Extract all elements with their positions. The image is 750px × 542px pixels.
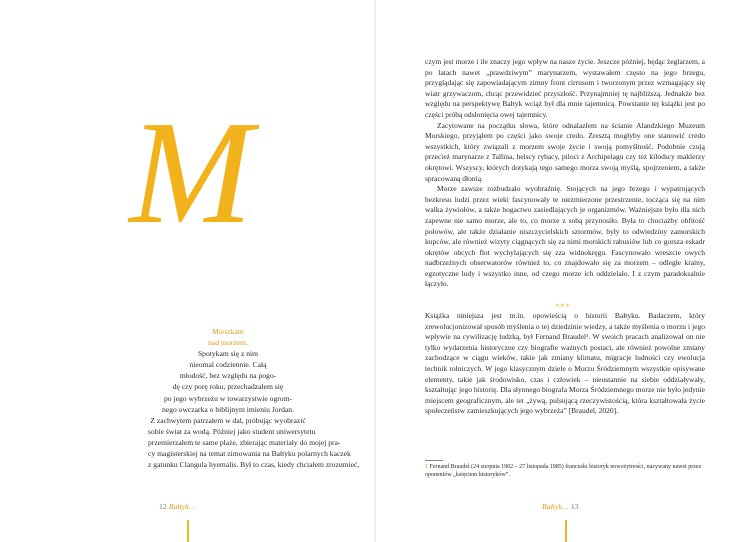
running-title: Bałtyk… xyxy=(168,502,196,511)
intro-line: z gatunku Clangula hyemalis. Był to czas, kiedy chciałem zrozumieć, xyxy=(148,460,360,470)
page-number: 12 xyxy=(159,502,167,511)
intro-line: Spotykam się z nim xyxy=(197,349,259,359)
folio-marker-line xyxy=(565,520,567,542)
section-separator: *** xyxy=(555,302,571,311)
intro-line: przemierzałem te same plaże, zbierając materiały do mojej pra- xyxy=(148,437,341,447)
paragraph: Książka niniejsza jest m.in. opowieścią o historii Bałtyku. Badaczem, który zrewolucjonizował sposób myślenia o tej dziedzinie wiedzy, a także myślenia o morzu i jego wpływie na cywilizację ludzką, był Fernand Braudel¹. W swoich pracach analizował on nie tylko wydarzenia historyczne czy biografie ważnych postaci, ale również powolne zmiany zachodzące w ciągu wieków, takie jak zmiany klimatu, migracje ludności czy ewolucja technik rolniczych. W jego klasycznym dziele o Morzu Śródziemnym wszystkie opisywane elementy, takie jak środowisko, czas i człowiek – nieustannie na siebie oddziaływały, kształtując jego historię. Dla słynnego biografa Morza Śródziemnego morze nie było jedynie miejscem geograficznym, ale tet „żywą, pulsującą rzeczywistością, która kształtowała życie społeczeństw zamieszkujących jego wybrzeża” [Braudel, 2020]. xyxy=(425,311,705,416)
body-text-bottom xyxy=(425,311,705,417)
intro-line: sobie świat za wodą. Później jako student uniwersytetu xyxy=(148,426,316,436)
body-text-top xyxy=(425,57,705,290)
paragraph: Zacytowane na początku słowa, które odnalazłem na ścianie Alandzkiego Muzeum Morskiego, przyjąłem po części jako swoje credo. Zresztą mogłyby one stanowić credo wszystkich, który związali z morzem swoje życie i swoją pomyślność. Podobnie czują przecież marynarze z Tallina, helscy rybacy, piloci z Archipelagu czy też kilodscy maklerzy okrętowi. Wszyscy, których dotykają tego samego morza swoją myślą, spojrzeniem, a także spracowaną dłonią. xyxy=(425,120,705,183)
footnote xyxy=(425,463,707,480)
right-page xyxy=(376,0,750,542)
intro-line: nad morzem. xyxy=(208,338,248,348)
paragraph: Morze zawsze rozbudzało wyobraźnię. Stojących na jego brzegu i wypatrujących bezkresu ludzi przez wieki fascynowały te niezmierzone przestrzenie, tocząca się na nim walka żywiołów, a także bogactwo zasiedlających je organizmów. Ważniejsze było dla nich zapewne nie samo morze, ale to, co morze z sobą przynosiło. Była to chociażby obfitość połowów, ale także działanie niszczycielskich sztormów, były to odwiedziny zamorskich kupców, ale również wizyty ciągnących się za nimi morskich rabusiów lub co gorsza eskadr okrętów obcych flot wychylających się zza widnokręgu. Fascynowało wreszcie owych nadbrzeżnych obserwatorów również to, co znajdowało się za morzem – odległe krainy, egzotyczne ludy i wszystko inne, od czego morze ich oddzielało. I z czym paradoksalnie łączyło. xyxy=(425,184,705,289)
running-title: Bałtyk… xyxy=(542,502,569,511)
page-folio-left xyxy=(159,502,196,511)
intro-line: Mieszkam xyxy=(212,327,244,336)
footnote-text: Fernand Braudel (24 sierpnia 1902 – 27 listopada 1985) francuski historyk nowożytności, nazywany nawet przez oponentów „księciem historyków”. xyxy=(425,464,702,479)
drop-cap-letter: M xyxy=(129,91,253,255)
intro-line: po jego wybrzeżu w towarzystwie ogrom- xyxy=(164,393,292,403)
folio-marker-line xyxy=(187,520,189,542)
footnote-number: 1 xyxy=(425,464,428,470)
footnote-rule xyxy=(425,460,443,461)
page-number: 13 xyxy=(570,502,579,511)
intro-text xyxy=(148,326,360,470)
intro-line: nieomal codziennie. Całą xyxy=(189,360,267,370)
intro-line: Z zachwytem patrzałem w dal, próbując wyobrazić xyxy=(150,415,306,425)
paragraph: czym jest morze i ile znaczy jego wpływ na nasze życie. Jeszcze później, będąc żeglarzem, a po latach nawet „prawdziwym” marynarzem, wystawałem często na jego brzegu, przyglądając się zapowiadającym zimny front cirrusom i tworzonym przez wzmagający się wiatr grzywaczom, chcąc przewidzieć przyszłość. Przynajmniej tę najbliższą. Jednakże bez względu na perspektywę Bałtyk wciąż był dla mnie tajemnicą. Powstanie tej książki jest po części próbą odsłonięcia owej tajemnicy. xyxy=(425,57,705,119)
page-folio-right xyxy=(542,502,579,511)
intro-line: nego owczarka o biblijnym imieniu Jordan. xyxy=(161,404,294,414)
intro-line: młodość, bez względu na pogo- xyxy=(179,371,277,381)
intro-line: dę czy porę roku, przechadzałem się xyxy=(172,382,284,392)
intro-line: cy magisterskiej na temat zimowania na Bałtyku polarnych kaczek xyxy=(148,449,351,459)
left-page xyxy=(0,0,374,542)
